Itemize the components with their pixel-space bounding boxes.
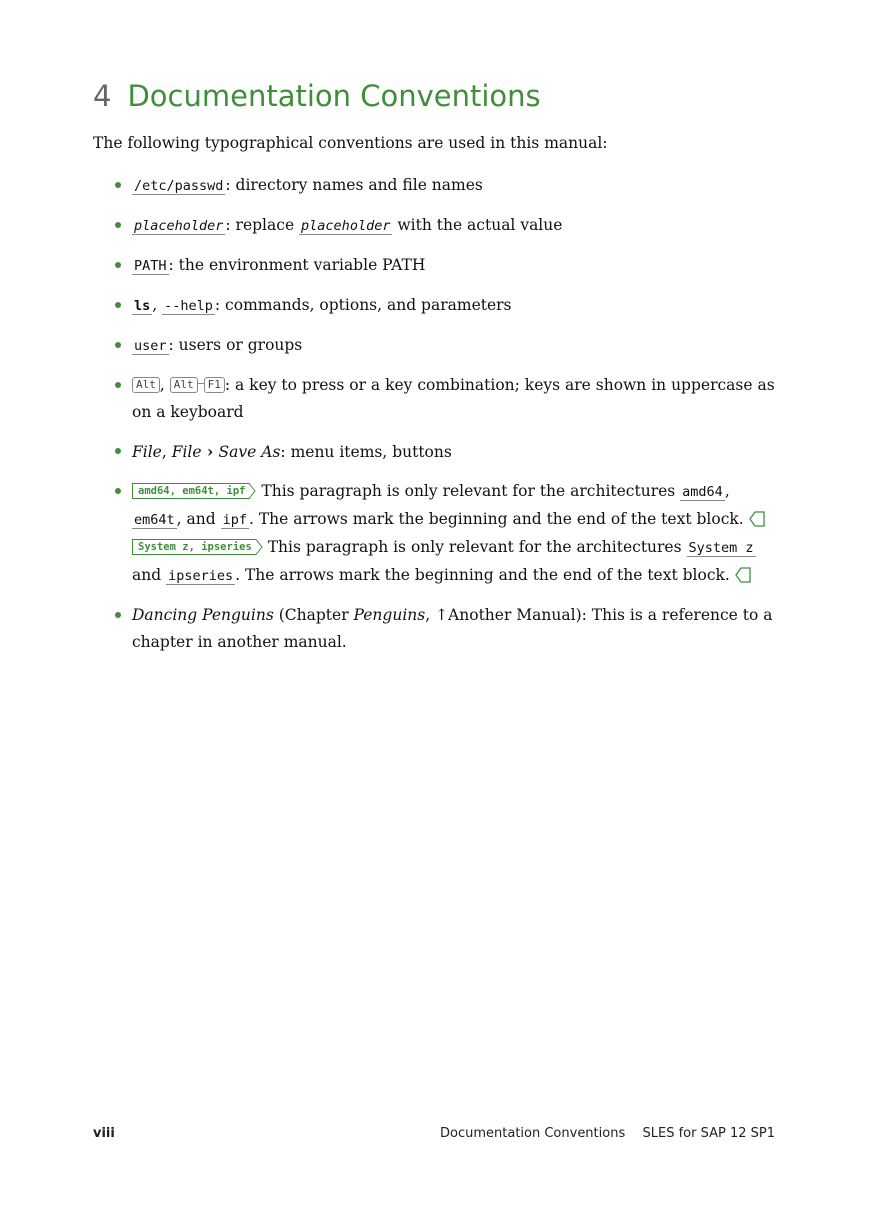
- list-item: user : users or groups: [93, 332, 775, 360]
- list-item: Alt , Alt F1 : a key to press or a key combination; keys are shown in uppercase as on a keyboard: [93, 372, 775, 426]
- list-item: File, File › Save As: menu items, buttons: [93, 438, 775, 466]
- bullet-icon: [115, 382, 121, 388]
- key-f1: F1: [204, 377, 225, 393]
- file-path-example: /etc/passwd: [134, 178, 224, 194]
- bullet-icon: [115, 488, 121, 494]
- bullet-icon: [115, 302, 121, 308]
- command-example: ls: [134, 298, 151, 314]
- list-item: Dancing Penguins (Chapter Penguins, ↑Another Manual): This is a reference to a chapter in another manual.: [93, 602, 775, 656]
- arch-start-marker: amd64, em64t, ipf: [132, 483, 256, 499]
- list-item: placeholder : replace placeholder with the actual value: [93, 212, 775, 240]
- bullet-icon: [115, 612, 121, 618]
- footer-section: Documentation Conventions: [440, 1126, 626, 1141]
- list-item: ls , --help : commands, options, and parameters: [93, 292, 775, 320]
- intro-paragraph: The following typographical conventions are used in this manual:: [93, 134, 608, 152]
- placeholder-example: placeholder: [134, 218, 224, 234]
- arch-start-marker-2: System z, ipseries: [132, 539, 263, 555]
- option-example: --help: [164, 298, 213, 314]
- bullet-icon: [115, 342, 121, 348]
- env-var-example: PATH: [134, 258, 167, 274]
- arch-end-icon: [748, 511, 766, 527]
- page-number: viii: [93, 1126, 115, 1141]
- key-alt-combo: Alt: [170, 377, 198, 393]
- menu-file-2: File: [171, 443, 202, 461]
- section-number: 4: [93, 79, 112, 113]
- bullet-icon: [115, 448, 121, 454]
- list-item: amd64, em64t, ipf This paragraph is only relevant for the architectures amd64 , em64t , and ipf . The arrows mark the beginning and the end of the text block. System z, ipseries This paragraph is only relevant for the architectures System z and ipseries . The arrows mark the beginning and the end of the text block.: [93, 478, 775, 590]
- bullet-icon: [115, 262, 121, 268]
- bullet-icon: [115, 182, 121, 188]
- reference-title: Dancing Penguins: [132, 606, 274, 624]
- conventions-list: [93, 172, 775, 668]
- placeholder-example-2: placeholder: [301, 218, 391, 234]
- arrow-right-icon: [255, 539, 263, 555]
- key-combo-connector: [198, 383, 204, 384]
- list-item: PATH : the environment variable PATH: [93, 252, 775, 280]
- reference-chapter: Penguins: [353, 606, 426, 624]
- section-heading: [93, 76, 541, 116]
- section-title: Documentation Conventions: [127, 79, 541, 113]
- list-item: /etc/passwd : directory names and file names: [93, 172, 775, 200]
- footer-product: SLES for SAP 12 SP1: [642, 1126, 775, 1141]
- bullet-icon: [115, 222, 121, 228]
- arch-end-icon: [734, 567, 752, 583]
- user-example: user: [134, 338, 167, 354]
- menu-save-as: Save As: [218, 443, 281, 461]
- menu-arrow: ›: [201, 442, 219, 461]
- key-alt: Alt: [132, 377, 160, 393]
- menu-file: File: [132, 443, 162, 461]
